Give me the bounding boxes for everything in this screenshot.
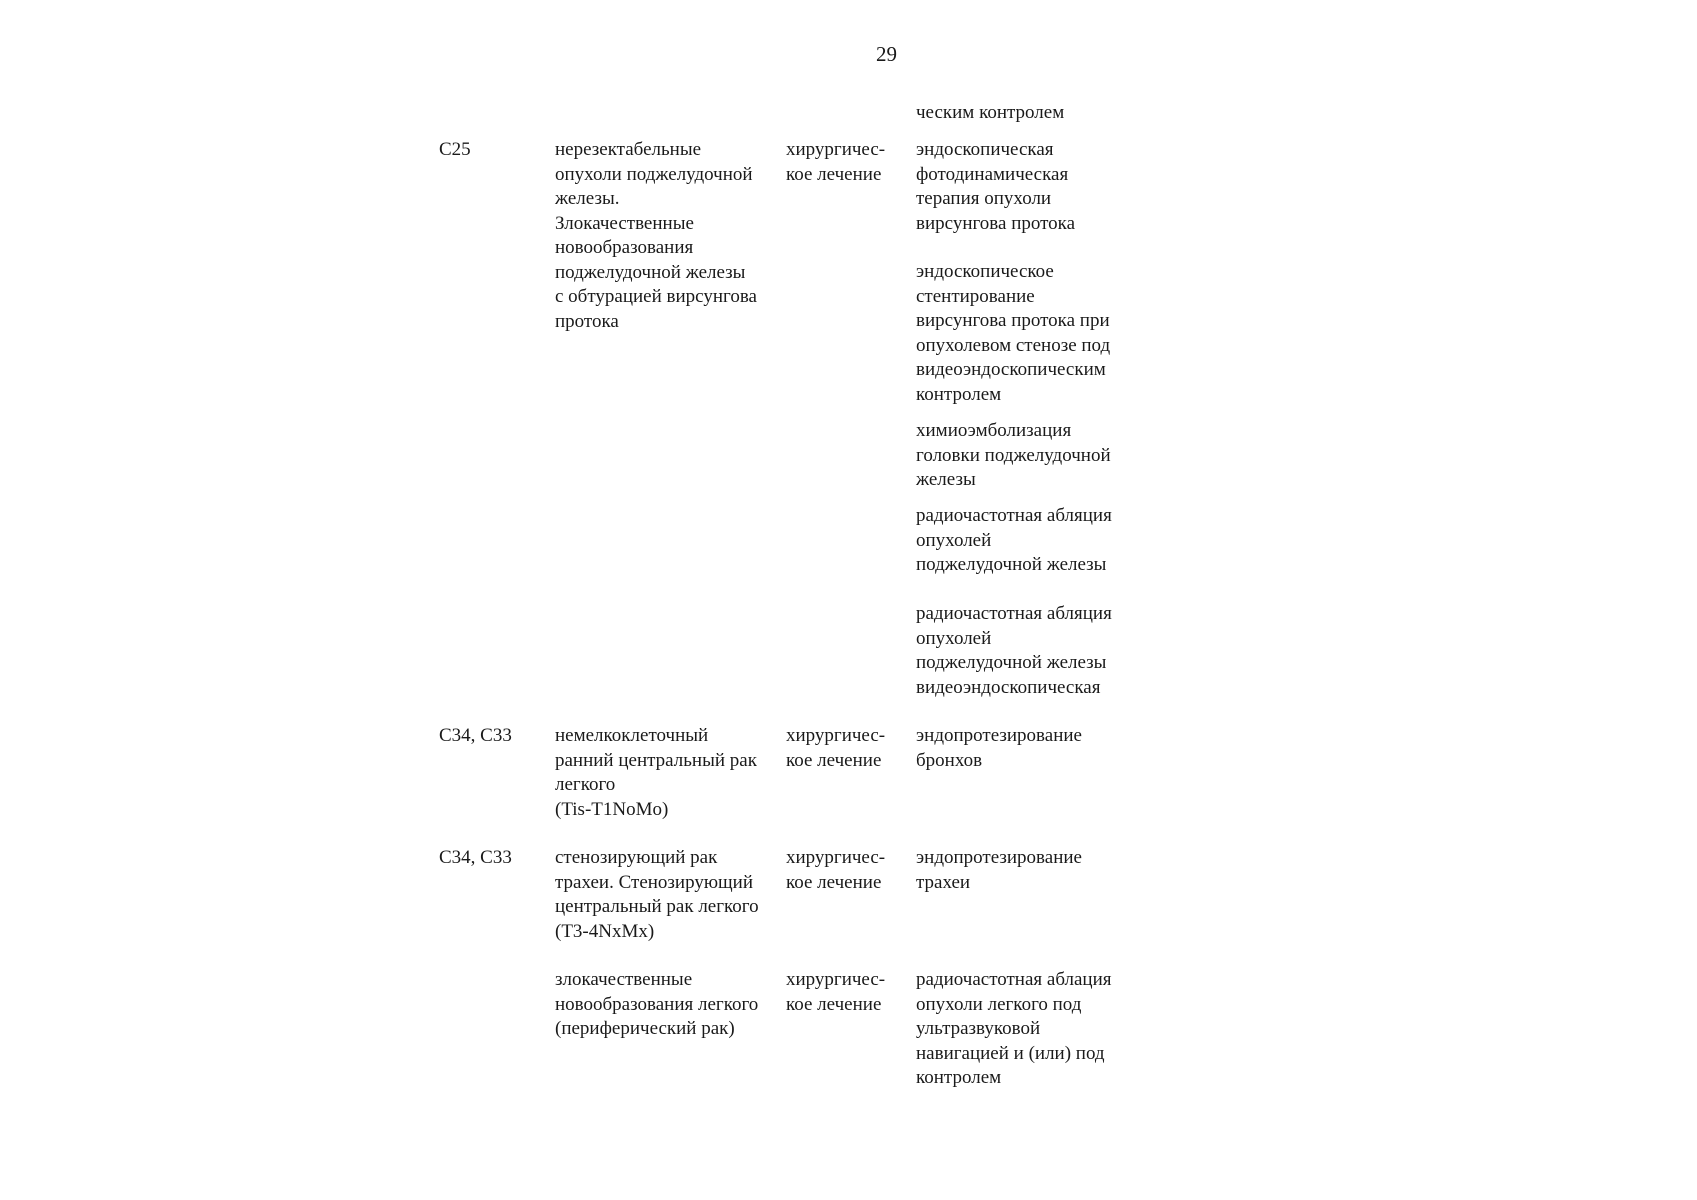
row-method: радиочастотная абляция опухолей поджелудочной железы видеоэндоскопическая	[916, 603, 1112, 698]
row-method: эндопротезирование бронхов	[916, 725, 1082, 771]
continuation-text: ческим контролем	[916, 102, 1065, 123]
page-number: 29	[876, 42, 897, 66]
row-method: радиочастотная абляция опухолей поджелудочной железы	[916, 505, 1112, 575]
row-diagnosis: стенозирующий рак трахеи. Стенозирующий центральный рак легкого (T3-4NxMx)	[555, 847, 759, 942]
row-treatment-type: хирургичес- кое лечение	[786, 139, 886, 185]
row-diagnosis: злокачественные новообразования легкого (периферический рак)	[555, 969, 759, 1039]
row-code: C34, C33	[439, 847, 512, 868]
row-method: химиоэмболизация головки поджелудочной железы	[916, 420, 1111, 490]
row-code: C34, C33	[439, 725, 512, 746]
row-method: эндоскопическое стентирование вирсунгова протока при опухолевом стенозе под видеоэндоскопическим контролем	[916, 261, 1111, 405]
row-diagnosis: нерезектабельные опухоли поджелудочной железы. Злокачественные новообразования поджелудочной железы с обтурацией вирсунгова протока	[555, 139, 757, 332]
row-diagnosis: немелкоклеточный ранний центральный рак легкого (Tis-T1NoMo)	[555, 725, 757, 820]
row-treatment-type: хирургичес- кое лечение	[786, 969, 886, 1015]
row-code: C25	[439, 139, 471, 160]
row-method: эндоскопическая фотодинамическая терапия опухоли вирсунгова протока	[916, 139, 1076, 234]
row-treatment-type: хирургичес- кое лечение	[786, 847, 886, 893]
row-treatment-type: хирургичес- кое лечение	[786, 725, 886, 771]
row-method: эндопротезирование трахеи	[916, 847, 1082, 893]
row-method: радиочастотная аблация опухоли легкого под ультразвуковой навигацией и (или) под контролем	[916, 969, 1112, 1088]
